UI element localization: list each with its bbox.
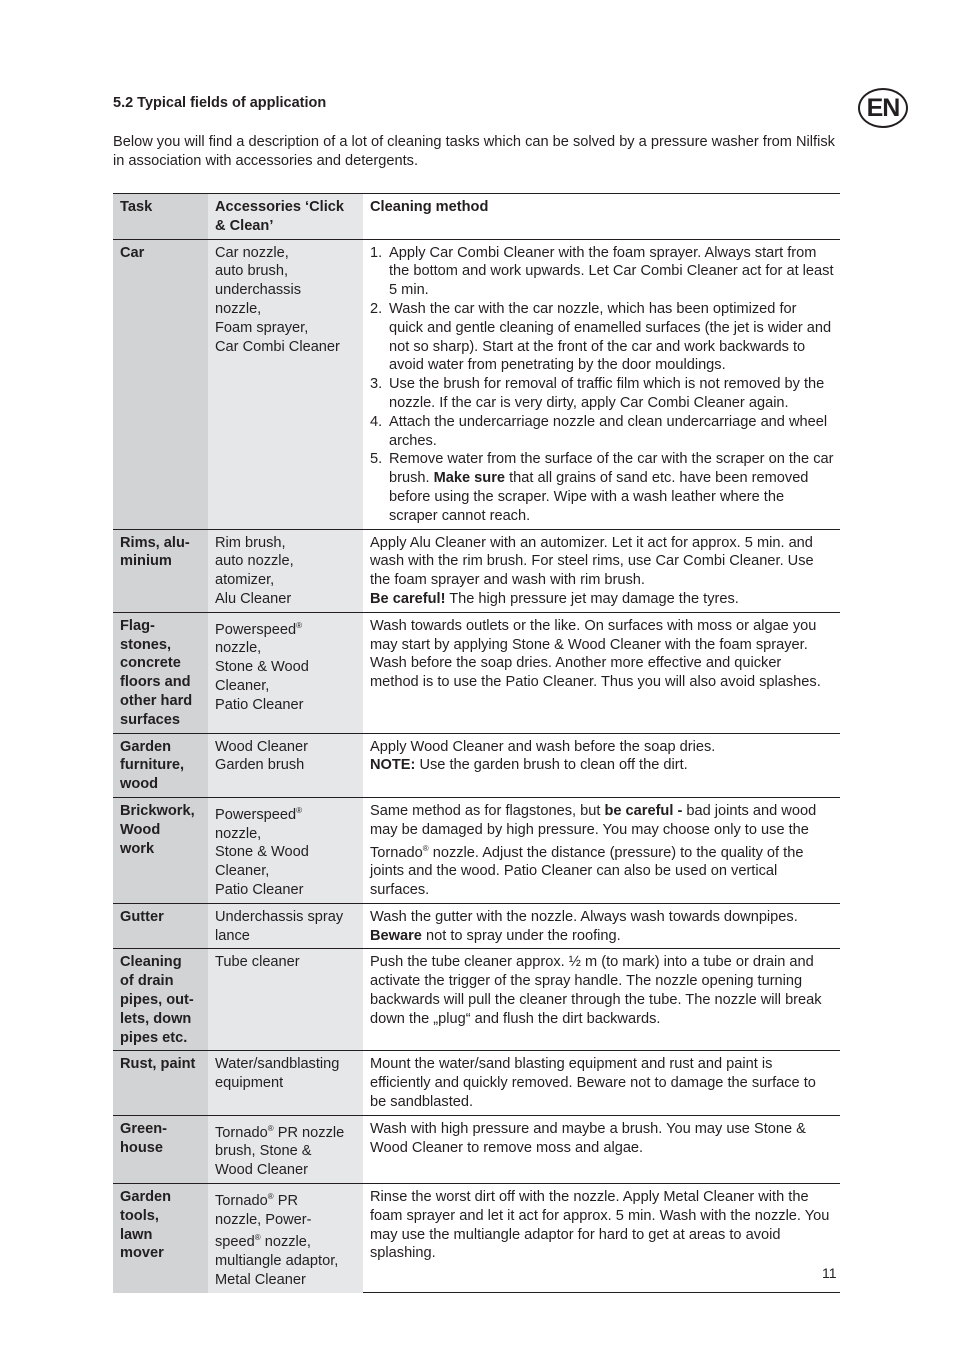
accessories-cell: Tube cleaner (208, 949, 363, 1050)
method-step: 3. Use the brush for removal of traffic film which is not removed by the nozzle. If the car is very dirty, apply Car Combi Cleaner again. (370, 376, 825, 411)
method-step: 1. Apply Car Combi Cleaner with the foam sprayer. Always start from the bottom and work upwards. Let Car Combi Cleaner act for at least 5 min. (370, 244, 834, 299)
accessories-cell: Tornado® PR nozzle brush, Stone & Wood Cleaner (208, 1116, 363, 1183)
header-task: Task (113, 194, 208, 239)
table-row-rims (113, 530, 840, 613)
method-cell: Rinse the worst dirt off with the nozzle. Apply Metal Cleaner with the foam sprayer and let it act for approx. 5 min. Wash with the nozzle. You may use the multiangle adaptor for hard to get at areas to avoid splashing. (363, 1184, 840, 1293)
language-badge: EN (858, 88, 908, 128)
method-cell: Mount the water/sand blasting equipment and rust and paint is efficiently and quickly removed. Beware not to damage the surface to be sandblasted. (363, 1051, 840, 1114)
task-cell: Rust, paint (113, 1051, 208, 1114)
task-cell: Rims, alu- minium (113, 530, 208, 612)
method-step: 5. Remove water from the surface of the car with the scraper on the car brush. Make sure that all grains of sand etc. have been removed before using the scraper. Wipe with a wash leather where the scraper cannot reach. (370, 451, 834, 524)
intro-paragraph: Below you will find a description of a lot of cleaning tasks which can be solved by a pressure washer from Nilfisk in association with accessories and detergents. (113, 134, 835, 169)
task-cell: Brickwork, Wood work (113, 798, 208, 903)
task-cell: Green- house (113, 1116, 208, 1183)
table-row-drain-pipes (113, 949, 840, 1051)
method-cell: Wash the gutter with the nozzle. Always wash towards downpipes. Beware not to spray under the roofing. (363, 904, 840, 949)
accessories-cell: Underchassis spray lance (208, 904, 363, 949)
method-cell: Same method as for flagstones, but be careful - bad joints and wood may be damaged by high pressure. You may choose only to use the Tornado® nozzle. Adjust the distance (pressure) to the quality of the joints and the wood. Patio Cleaner can also be used on vertical surfaces. (363, 798, 840, 903)
method-step: 4. Attach the undercarriage nozzle and clean undercarriage and wheel arches. (370, 413, 828, 449)
method-cell: Push the tube cleaner approx. ½ m (to mark) into a tube or drain and activate the trigger of the spray handle. The nozzle opening turning backwards will pull the cleaner through the tube. The nozzle will break down the „plug“ and flush the dirt backwards. (363, 949, 840, 1050)
table-row-gutter (113, 904, 840, 950)
accessories-cell: Water/sandblasting equipment (208, 1051, 363, 1114)
task-cell: Car (113, 240, 208, 529)
table-row-flagstones (113, 613, 840, 734)
method-steps (370, 244, 834, 526)
method-cell: Apply Alu Cleaner with an automizer. Let it act for approx. 5 min. and wash with the rim brush. For steel rims, use Car Combi Cleaner. Use the foam sprayer and wash with rim brush. Be careful! The high pressure jet may damage the tyres. (363, 530, 840, 612)
method-cell (363, 240, 840, 529)
section-title: 5.2 Typical fields of application (113, 95, 327, 111)
accessories-cell: Powerspeed® nozzle, Stone & Wood Cleaner, Patio Cleaner (208, 613, 363, 733)
table-row-brickwork (113, 798, 840, 904)
table-row-garden-tools (113, 1184, 840, 1293)
accessories-cell: Powerspeed® nozzle, Stone & Wood Cleaner, Patio Cleaner (208, 798, 363, 903)
accessories-cell: Wood Cleaner Garden brush (208, 734, 363, 797)
header-cleaning-method: Cleaning method (363, 194, 840, 239)
table-row-car (113, 240, 840, 530)
task-cell: Flag- stones, concrete floors and other hard surfaces (113, 613, 208, 733)
accessories-cell: Tornado® PR nozzle, Power- speed® nozzle, multiangle adaptor, Metal Cleaner (208, 1184, 363, 1293)
application-table (113, 193, 840, 1293)
table-header-row (113, 193, 840, 240)
method-cell: Wash with high pressure and maybe a brush. You may use Stone & Wood Cleaner to remove moss and algae. (363, 1116, 840, 1183)
method-cell: Apply Wood Cleaner and wash before the soap dries. NOTE: Use the garden brush to clean off the dirt. (363, 734, 840, 797)
method-cell: Wash towards outlets or the like. On surfaces with moss or algae you may start by applying Stone & Wood Cleaner with the foam sprayer. Wash before the soap dries. Another more effective and quicker method is to use the Patio Cleaner. Thus you will also avoid splashes. (363, 613, 840, 733)
method-step: 2. Wash the car with the car nozzle, which has been optimized for quick and gentle cleaning of enamelled surfaces (the jet is wider and not so sharp). Start at the front of the car and work backwards to avoid water from penetrating by the door mouldings. (370, 300, 832, 374)
header-accessories: Accessories ‘Click & Clean’ (208, 194, 363, 239)
task-cell: Garden tools, lawn mover (113, 1184, 208, 1293)
accessories-cell: Rim brush, auto nozzle, atomizer, Alu Cleaner (208, 530, 363, 612)
table-row-garden-furniture (113, 734, 840, 798)
task-cell: Cleaning of drain pipes, out- lets, down pipes etc. (113, 949, 208, 1050)
page-number: 11 (822, 1265, 837, 1281)
accessories-cell: Car nozzle, auto brush, underchassis nozzle, Foam sprayer, Car Combi Cleaner (208, 240, 363, 529)
task-cell: Garden furniture, wood (113, 734, 208, 797)
task-cell: Gutter (113, 904, 208, 949)
table-row-greenhouse (113, 1116, 840, 1184)
table-row-rust-paint (113, 1051, 840, 1115)
